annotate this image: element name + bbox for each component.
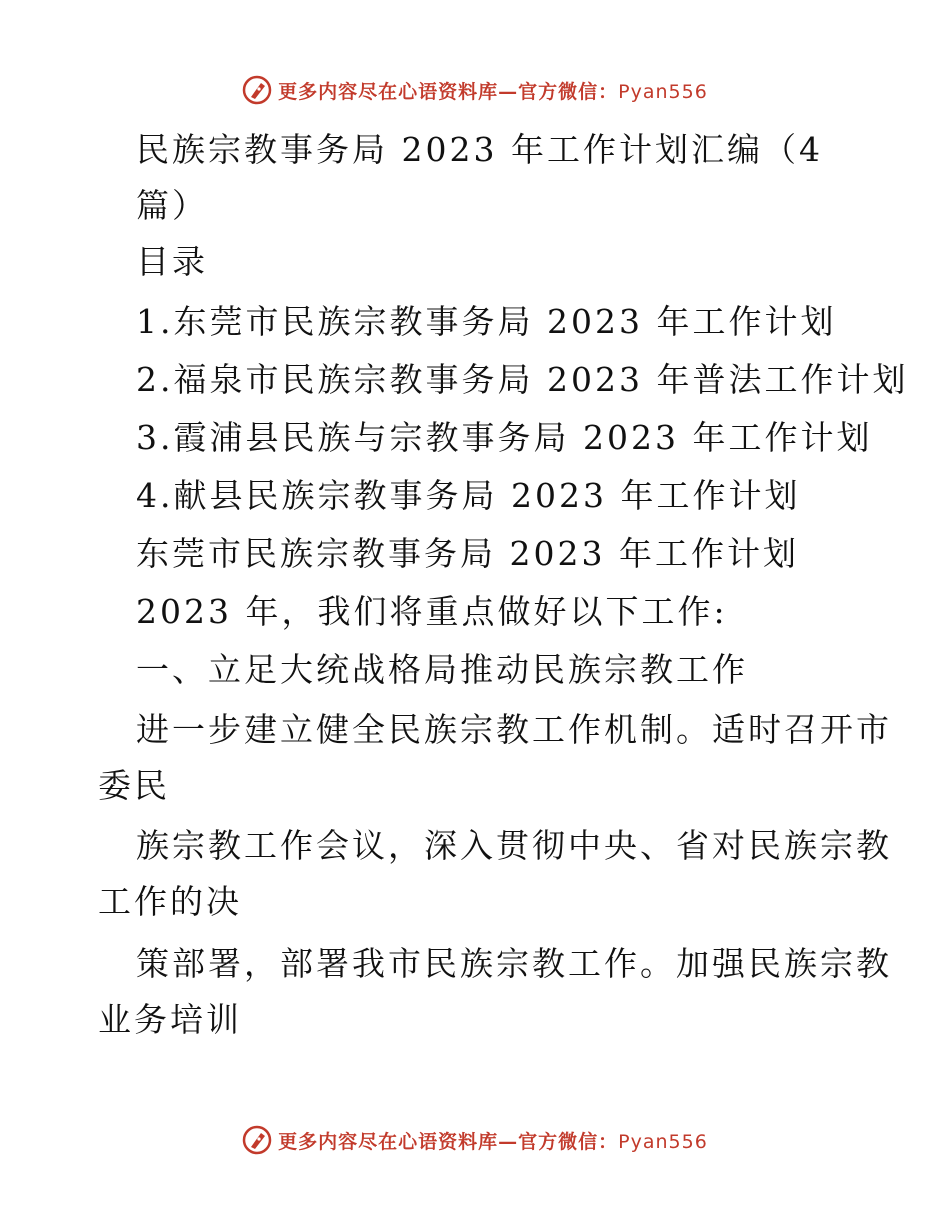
section-title: 东莞市民族宗教事务局 2023 年工作计划 — [136, 534, 799, 573]
toc-item: 2.福泉市民族宗教事务局 2023 年普法工作计划 — [136, 360, 909, 399]
paragraph-line: 族宗教工作会议，深入贯彻中央、省对民族宗教 — [136, 826, 892, 865]
paragraph-line: 进一步建立健全民族宗教工作机制。适时召开市 — [136, 710, 892, 749]
intro-paragraph: 2023 年，我们将重点做好以下工作: — [136, 592, 728, 631]
toc-item: 3.霞浦县民族与宗教事务局 2023 年工作计划 — [136, 418, 873, 457]
footer-banner-text — [278, 1127, 708, 1154]
banner-wechat-id: Pyan556 — [618, 80, 708, 103]
paragraph-line: 业务培训 — [98, 1000, 242, 1039]
banner-slogan: 更多内容尽在心语资料库—官方微信： — [278, 1130, 619, 1153]
pen-nib-logo-icon — [242, 1125, 272, 1155]
banner-slogan: 更多内容尽在心语资料库—官方微信： — [278, 80, 619, 103]
paragraph-line: 工作的决 — [98, 882, 242, 921]
page-header-banner — [0, 70, 950, 110]
section-heading-1: 一、立足大统战格局推动民族宗教工作 — [136, 650, 748, 689]
toc-heading: 目录 — [136, 242, 208, 281]
pen-nib-logo-icon — [242, 75, 272, 105]
document-title-line-2: 篇） — [136, 186, 208, 225]
paragraph-line: 策部署，部署我市民族宗教工作。加强民族宗教 — [136, 944, 892, 983]
header-banner-text — [278, 77, 708, 104]
toc-item: 4.献县民族宗教事务局 2023 年工作计划 — [136, 476, 801, 515]
paragraph-line: 委民 — [98, 766, 170, 805]
toc-item: 1.东莞市民族宗教事务局 2023 年工作计划 — [136, 302, 837, 341]
banner-wechat-id: Pyan556 — [618, 1130, 708, 1153]
document-title-line-1: 民族宗教事务局 2023 年工作计划汇编（4 — [136, 130, 823, 169]
page-footer-banner — [0, 1120, 950, 1160]
